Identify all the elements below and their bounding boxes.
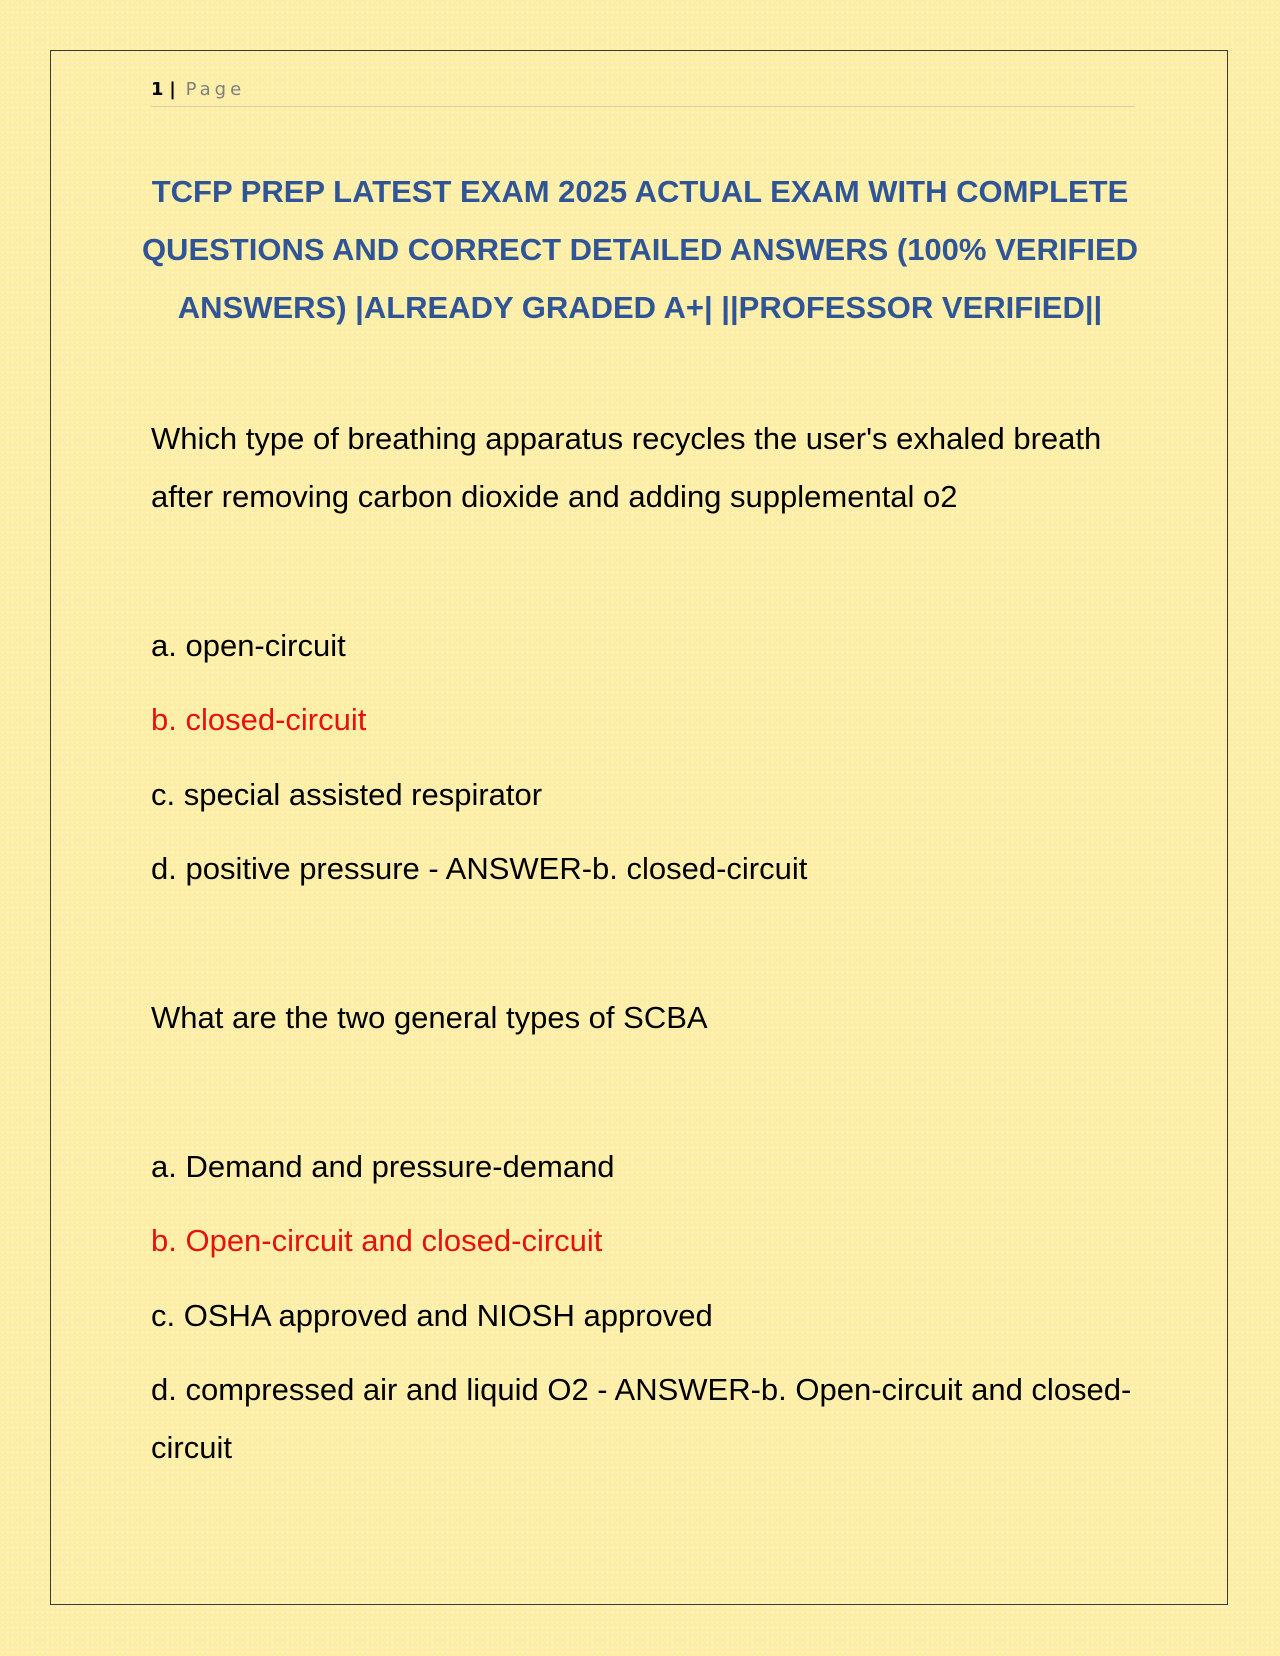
page-label: Page <box>185 79 246 100</box>
question-1-option-b-correct: b. closed-circuit <box>151 702 367 737</box>
question-1-text: Which type of breathing apparatus recycles the user's exhaled breath after removing carbon dioxide and adding supplemental o2 <box>151 421 1102 514</box>
question-1-option-c: c. special assisted respirator <box>151 777 543 812</box>
question-2-option-d-answer: d. compressed air and liquid O2 - ANSWER-b. Open-circuit and closed-circuit <box>151 1372 1132 1465</box>
question-2-option-a: a. Demand and pressure-demand <box>151 1149 615 1184</box>
question-1-option-d-answer: d. positive pressure - ANSWER-b. closed-circuit <box>151 851 808 886</box>
question-1-option-a: a. open-circuit <box>151 628 346 663</box>
question-2-option-b-correct: b. Open-circuit and closed-circuit <box>151 1223 603 1258</box>
page-header <box>151 78 1135 107</box>
document-title: TCFP PREP LATEST EXAM 2025 ACTUAL EXAM WITH COMPLETE QUESTIONS AND CORRECT DETAILED ANSWERS (100% VERIFIED ANSWERS) |ALREADY GRADED A+| ||PROFESSOR VERIFIED|| <box>141 174 1139 325</box>
page-number: 1 <box>151 79 164 100</box>
question-2-text: What are the two general types of SCBA <box>151 1000 708 1035</box>
page-separator: | <box>169 79 176 100</box>
question-2-option-c: c. OSHA approved and NIOSH approved <box>151 1298 713 1333</box>
